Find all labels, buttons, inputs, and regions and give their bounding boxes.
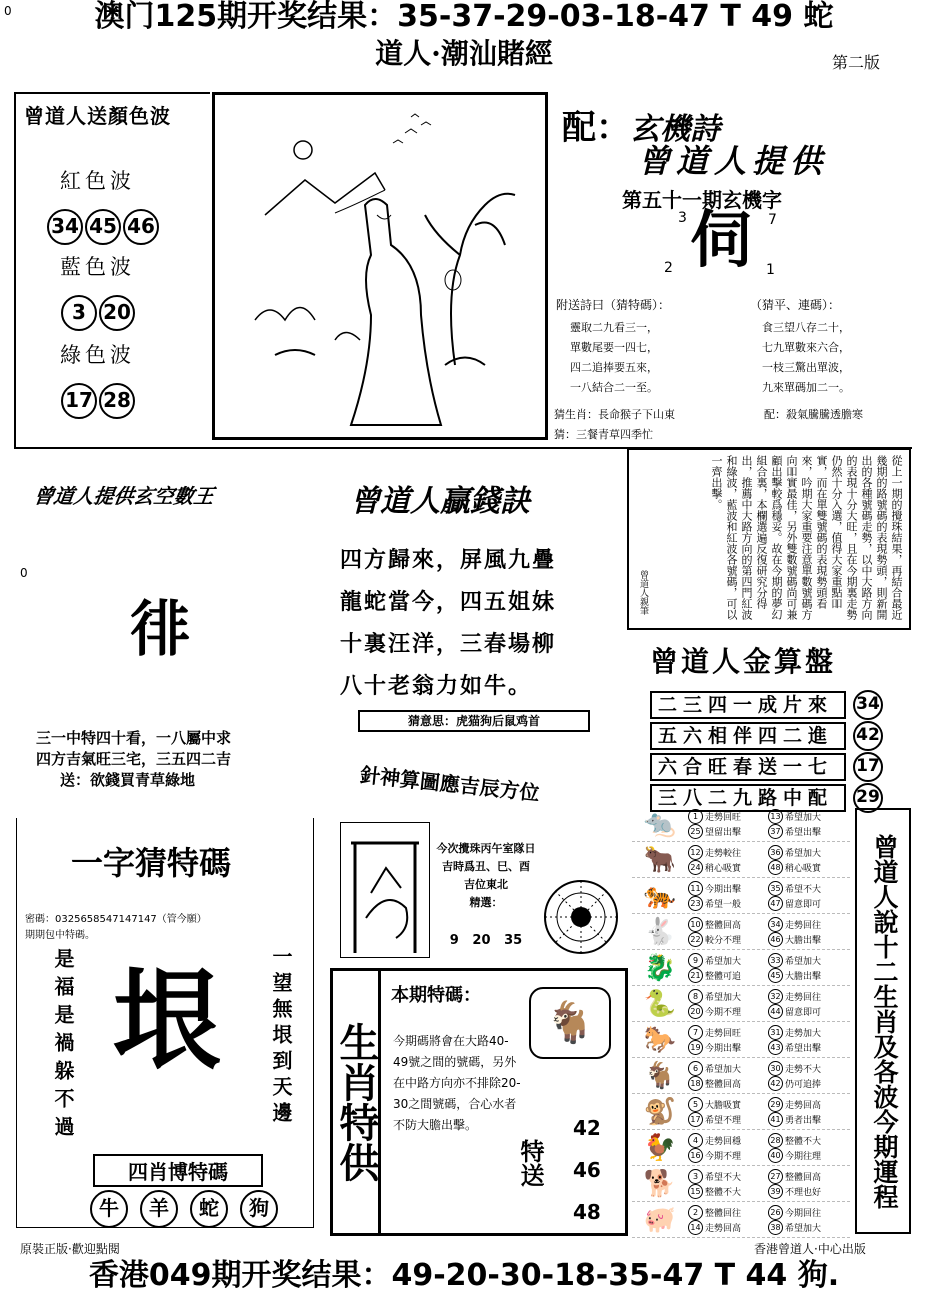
right-poem <box>762 318 850 398</box>
zodiac-row <box>632 1094 850 1130</box>
guess-box <box>16 818 314 1228</box>
zodiac-number: 7 <box>688 1025 703 1040</box>
zodiac-row <box>632 1022 850 1058</box>
guess-zodiac: 猜生肖：長命猴子下山東 <box>554 408 675 421</box>
corner-number: 2 <box>664 260 673 276</box>
fortune-line: 吉位東北 <box>464 878 508 891</box>
calc-text: 六合旺春送一七 <box>650 753 846 781</box>
zodiac-animal-icon: 🐓 <box>643 1132 677 1163</box>
guess-left-column: 是福是禍躲不過 <box>51 948 75 1144</box>
zodiac-number: 1 <box>688 809 703 824</box>
zodiac-fortune-text: 整體回高 <box>785 1172 822 1183</box>
zodiac-number: 22 <box>688 932 703 947</box>
zodiac-fortune-text: 走勢回旺 <box>705 1028 742 1039</box>
zodiac-row <box>632 1166 850 1202</box>
calc-text: 二三四一成片來 <box>650 691 846 719</box>
zodiac-cell <box>768 1097 848 1127</box>
zodiac-row <box>632 878 850 914</box>
zodiac-cell <box>768 1133 848 1163</box>
win-poem <box>340 540 556 708</box>
zodiac-cell <box>768 1061 848 1091</box>
red-ball: 45 <box>85 209 121 245</box>
compass-chart <box>542 878 620 956</box>
zodiac-fortune-text: 走勢回往 <box>785 920 822 931</box>
win-line: 龍蛇當今，四五姐妹 <box>340 590 557 615</box>
special-side-title: 生肖特供 <box>333 971 381 1233</box>
poem-box <box>552 92 912 442</box>
zodiac-cell <box>688 1097 768 1127</box>
zodiac-fortune-text: 走勢加大 <box>785 1028 822 1039</box>
zodiac-fortune-text: 留意即可 <box>785 899 822 910</box>
special-box <box>330 968 628 1236</box>
calc-num: 17 <box>853 752 883 782</box>
poem-line: 靈取二九看三一， <box>570 321 658 334</box>
zodiac-side-title: 曾道人說十二生肖及各波今期運程 <box>855 808 911 1234</box>
zodiac-fortune-text: 留意即可 <box>785 1007 822 1018</box>
zodiac-number: 20 <box>688 1004 703 1019</box>
blue-ball: 20 <box>99 295 135 331</box>
issue-char-title: 第五十一期玄機字 <box>622 188 782 212</box>
king-line: 三一中特四十看，一八屬中求 <box>36 729 232 747</box>
zodiac-animal-icon: 🐀 <box>643 808 677 839</box>
zodiac-cell <box>688 989 768 1019</box>
zodiac-number: 8 <box>688 989 703 1004</box>
zodiac-cell <box>768 917 848 947</box>
zodiac-fortune-text: 希望加大 <box>705 992 742 1003</box>
zodiac-number: 16 <box>688 1148 703 1163</box>
zodiac-number: 13 <box>768 809 783 824</box>
zodiac-number: 36 <box>768 845 783 860</box>
corner-number: 7 <box>768 212 777 228</box>
red-ball: 34 <box>47 209 83 245</box>
zodiac-cell <box>768 1025 848 1055</box>
calc-num: 34 <box>853 690 883 720</box>
zodiac-fortune-text: 今期不理 <box>705 1151 742 1162</box>
special-text: 今期碼將會在大路40-49號之間的號碼，另外在中路方向亦不排除20-30之間號碼，合心水者不防大膽出擊。 <box>393 1034 521 1132</box>
fortune-picks: 9 20 35 <box>449 933 523 948</box>
win-line: 十裏汪洋，三春場柳 <box>340 632 557 657</box>
special-numbers <box>573 1107 601 1233</box>
king-line: 四方吉氣旺三宅，三五四二吉 <box>36 750 232 768</box>
zodiac-fortune-text: 希望加大 <box>785 848 822 859</box>
zodiac-number: 43 <box>768 1040 783 1055</box>
poem-line: 單數尾要一四七， <box>570 341 658 354</box>
zodiac-fortune-text: 整體回高 <box>705 920 742 931</box>
king-box <box>14 452 326 812</box>
zodiac-animal-icon: 🐇 <box>643 916 677 947</box>
king-line: 送：欲錢買青草綠地 <box>60 771 196 789</box>
calc-num: 42 <box>853 721 883 751</box>
zodiac-number: 2 <box>688 1205 703 1220</box>
zodiac-cell <box>688 1133 768 1163</box>
zodiac-row <box>632 986 850 1022</box>
zodiac-number: 14 <box>688 1220 703 1235</box>
fortune-lines <box>426 840 546 950</box>
page-marker: 0 <box>20 566 28 580</box>
zodiac-fortune-text: 今期出擊 <box>705 1043 742 1054</box>
guess-right-column: 一望無垠到天邊 <box>269 946 293 1128</box>
zodiac-cell <box>688 845 768 875</box>
special-number: 46 <box>573 1158 601 1182</box>
zodiac-table <box>632 806 850 1240</box>
wave-box-title: 曾道人送顏色波 <box>24 104 171 128</box>
zodiac-fortune-text: 不理也好 <box>785 1187 822 1198</box>
zodiac-fortune-text: 走勢回旺 <box>705 812 742 823</box>
poem-line: 九來單碼加二一。 <box>762 381 850 394</box>
zodiac-number: 27 <box>768 1169 783 1184</box>
zodiac-row <box>632 1130 850 1166</box>
zodiac-fortune-text: 大膽出擊 <box>785 971 822 982</box>
zodiac-number: 30 <box>768 1061 783 1076</box>
zodiac-row <box>632 950 850 986</box>
poem-line: 食三望八存二十， <box>762 321 850 334</box>
zodiac-number: 48 <box>768 860 783 875</box>
zodiac-fortune-text: 整體不大 <box>785 1136 822 1147</box>
blue-wave-numbers <box>60 295 210 331</box>
zodiac-animal-icon: 🐂 <box>643 844 677 875</box>
calc-text: 五六相伴四二進 <box>650 722 846 750</box>
zodiac-fortune-text: 希望加大 <box>785 956 822 967</box>
macau-result-headline: 澳门125期开奖结果：35-37-29-03-18-47 T 49 蛇 <box>94 0 834 34</box>
zodiac-fortune-text: 希望一般 <box>705 899 742 910</box>
zodiac-cell <box>688 809 768 839</box>
zodiac-cell <box>768 1169 848 1199</box>
zodiac-animal-icon: 🐅 <box>643 880 677 911</box>
win-line: 八十老翁力如牛。 <box>340 674 533 699</box>
issue-big-char: 伺 <box>690 203 753 276</box>
zodiac-number: 5 <box>688 1097 703 1112</box>
blue-ball: 3 <box>61 295 97 331</box>
zodiac-dog: 狗 <box>240 1190 278 1228</box>
note-sign: 曾道人親筆 <box>638 570 648 615</box>
left-poem <box>570 318 658 398</box>
page-marker: 0 <box>4 4 12 18</box>
zodiac-ox: 牛 <box>90 1190 128 1228</box>
zodiac-fortune-text: 仍可追捧 <box>785 1079 822 1090</box>
zodiac-number: 40 <box>768 1148 783 1163</box>
red-wave-label: 紅色波 <box>60 169 135 193</box>
zodiac-number: 15 <box>688 1184 703 1199</box>
zodiac-goat: 羊 <box>140 1190 178 1228</box>
zodiac-number: 9 <box>688 953 703 968</box>
zodiac-fortune-text: 稍心吸實 <box>705 863 742 874</box>
match-label: 配：玄機詩 <box>562 108 720 148</box>
zodiac-cell <box>688 1169 768 1199</box>
fortune-line: 精選： <box>469 896 503 909</box>
poem-label: 玄機詩 <box>630 112 720 147</box>
zodiac-fortune-text: 走勢不大 <box>785 1064 822 1075</box>
king-title: 曾道人提供玄空數王 <box>32 484 216 508</box>
footer-right-note: 香港曾道人·中心出版 <box>754 1242 866 1256</box>
win-title: 曾道人贏錢訣 <box>350 484 530 519</box>
win-line: 四方歸來，屏風九疊 <box>340 548 557 573</box>
zodiac-fortune-text: 走勢回高 <box>785 1100 822 1111</box>
note-box <box>627 448 911 630</box>
zodiac-fortune-text: 希望出擊 <box>785 827 822 838</box>
zodiac-number: 45 <box>768 968 783 983</box>
poem-line: 一八結合二一至。 <box>570 381 658 394</box>
zodiac-cell <box>768 881 848 911</box>
corner-number: 1 <box>766 262 775 278</box>
guess-title: 一字猜特碼 <box>71 844 232 882</box>
four-zodiac-title: 四肖博特碼 <box>93 1154 263 1187</box>
zodiac-row <box>632 1058 850 1094</box>
hk-result-headline: 香港049期开奖结果：49-20-30-18-35-47 T 44 狗. <box>88 1258 840 1293</box>
red-ball: 46 <box>123 209 159 245</box>
zodiac-number: 44 <box>768 1004 783 1019</box>
zodiac-fortune-text: 今期回往 <box>785 1208 822 1219</box>
zodiac-snake: 蛇 <box>190 1190 228 1228</box>
zodiac-animal-icon: 🐒 <box>643 1096 677 1127</box>
left-poem-head: 附送詩曰（猜特碼）： <box>556 298 671 312</box>
zodiac-number: 10 <box>688 917 703 932</box>
zodiac-row <box>632 806 850 842</box>
zodiac-number: 12 <box>688 845 703 860</box>
guess-note: 猜：三餐青草四季忙 <box>554 428 653 441</box>
calc-row <box>650 721 884 751</box>
sage-illustration <box>212 92 548 440</box>
zodiac-fortune-text: 整體不大 <box>705 1187 742 1198</box>
zodiac-fortune-text: 走勢回高 <box>705 1223 742 1234</box>
calc-row <box>650 690 884 720</box>
green-ball: 17 <box>61 383 97 419</box>
calc-row <box>650 752 884 782</box>
king-glyph: 徘 <box>130 595 190 665</box>
calc-box <box>650 640 912 809</box>
zodiac-fortune-text: 整體可追 <box>705 971 742 982</box>
zodiac-fortune-text: 較分不理 <box>705 935 742 946</box>
poem-line: 七九單數來六合， <box>762 341 850 354</box>
zodiac-fortune-text: 走勢較往 <box>705 848 742 859</box>
zodiac-number: 34 <box>768 917 783 932</box>
zodiac-fortune-text: 希望不大 <box>785 884 822 895</box>
zodiac-cell <box>688 881 768 911</box>
zodiac-row <box>632 1202 850 1238</box>
special-send-label: 特送 <box>516 1139 544 1187</box>
calc-title: 曾道人金算盤 <box>650 645 837 678</box>
zodiac-fortune-text: 整體回往 <box>705 1208 742 1219</box>
zodiac-number: 4 <box>688 1133 703 1148</box>
zodiac-fortune-text: 希望不大 <box>705 1172 742 1183</box>
zodiac-animal-icon: 🐕 <box>643 1168 677 1199</box>
green-ball: 28 <box>99 383 135 419</box>
zodiac-fortune-text: 稍心吸實 <box>785 863 822 874</box>
red-wave-numbers <box>46 209 210 245</box>
zodiac-number: 28 <box>768 1133 783 1148</box>
zodiac-number: 46 <box>768 932 783 947</box>
zodiac-fortune-text: 希望加大 <box>705 956 742 967</box>
corner-number: 3 <box>678 210 687 226</box>
zodiac-fortune-text: 望留出擊 <box>705 827 742 838</box>
king-poem <box>36 728 231 791</box>
win-box <box>330 452 620 752</box>
zodiac-number: 29 <box>768 1097 783 1112</box>
zodiac-fortune-text: 大膽出擊 <box>785 935 822 946</box>
zodiac-number: 42 <box>768 1076 783 1091</box>
zodiac-number: 47 <box>768 896 783 911</box>
edition-label: 第二版 <box>832 53 881 72</box>
zodiac-animal-icon: 🐍 <box>643 988 677 1019</box>
guess-code-line: 密碼：0325658547147147（管今願） <box>25 914 207 925</box>
zodiac-number: 23 <box>688 896 703 911</box>
zodiac-number: 41 <box>768 1112 783 1127</box>
zodiac-fortune-text: 整體回高 <box>705 1079 742 1090</box>
calc-text: 三八二九路中配 <box>650 784 846 812</box>
warrior-figure <box>340 822 430 958</box>
zodiac-animal-icon: 🐎 <box>643 1024 677 1055</box>
zodiac-fortune-text: 希望出擊 <box>785 1043 822 1054</box>
zodiac-cell <box>688 1025 768 1055</box>
green-wave-numbers <box>60 383 210 419</box>
footer-left-note: 原裝正版·歡迎點閱 <box>20 1242 120 1256</box>
zodiac-cell <box>768 953 848 983</box>
zodiac-animal-icon: 🐖 <box>643 1204 677 1235</box>
zodiac-number: 24 <box>688 860 703 875</box>
zodiac-cell <box>688 1061 768 1091</box>
guess-sub-line: 期期包中特碼。 <box>25 930 95 941</box>
zodiac-fortune-text: 希望加大 <box>705 1064 742 1075</box>
zodiac-number: 3 <box>688 1169 703 1184</box>
guess-big-char: 垠 <box>113 958 222 1084</box>
zodiac-number: 25 <box>688 824 703 839</box>
calc-num: 29 <box>853 783 883 813</box>
zodiac-fortune-text: 大膽吸實 <box>705 1100 742 1111</box>
zodiac-number: 32 <box>768 989 783 1004</box>
special-head: 本期特碼： <box>391 985 481 1006</box>
zodiac-row <box>632 914 850 950</box>
provider-label: 曾道人提供 <box>638 142 829 180</box>
green-wave-label: 綠色波 <box>60 343 135 367</box>
zodiac-fortune-text: 走勢回穩 <box>705 1136 742 1147</box>
zodiac-fortune-text: 希望加大 <box>785 812 822 823</box>
zodiac-cell <box>768 845 848 875</box>
wave-box <box>14 92 210 447</box>
zodiac-cell <box>768 1205 848 1235</box>
zodiac-number: 33 <box>768 953 783 968</box>
fortune-line: 吉時爲丑、巳、酉 <box>442 860 530 873</box>
fortune-line: 今次攪珠丙午室隊日 <box>436 842 536 855</box>
zodiac-number: 6 <box>688 1061 703 1076</box>
zodiac-number: 38 <box>768 1220 783 1235</box>
zodiac-fortune-text: 今期不理 <box>705 1007 742 1018</box>
zodiac-animal-icon: 🐐 <box>643 1060 677 1091</box>
poem-line: 四二追捧要五來， <box>570 361 658 374</box>
zodiac-fortune-text: 今期往理 <box>785 1151 822 1162</box>
match-note: 配：殺氣騰騰透膽寒 <box>764 408 863 421</box>
special-number: 42 <box>573 1116 601 1140</box>
four-zodiac-list <box>89 1190 279 1228</box>
zodiac-number: 26 <box>768 1205 783 1220</box>
zodiac-number: 19 <box>688 1040 703 1055</box>
win-guess-note: 猜意思：虎猫狗后鼠鸡首 <box>358 710 590 732</box>
zodiac-cell <box>768 809 848 839</box>
fortune-title: 針神算圖應吉辰方位 <box>359 762 541 806</box>
fortune-box <box>330 760 625 965</box>
zodiac-number: 11 <box>688 881 703 896</box>
poem-line: 一枝三驚出單波， <box>762 361 850 374</box>
right-poem-head: （猜平、連碼）： <box>750 298 841 312</box>
note-text: 從上一期的攪珠結果，再結合最近幾期的路號碼的表現勢頭，則新開出的各種號碼走勢，以中大路方向的表現十分大旺，且在今期裏走勢仍然十分入選，值得大家重點吅實，而在單雙號碼的表現勢頭看來，吟期大家重要注意單數號碼方向吅實最佳，另外雙數號碼尚可兼顧出擊較爲穩妥。故在今期的夢幻組合裏，本欄選遍反復研究分得出，推薦中大路方向的第四門紅波和綠波，藍波和紅波各號碼，可以一齊出擊。 <box>710 455 903 620</box>
goat-icon: 🐐 <box>529 987 611 1059</box>
zodiac-fortune-text: 今期出擊 <box>705 884 742 895</box>
zodiac-fortune-text: 希望不理 <box>705 1115 742 1126</box>
zodiac-cell <box>688 1205 768 1235</box>
zodiac-number: 37 <box>768 824 783 839</box>
zodiac-number: 39 <box>768 1184 783 1199</box>
zodiac-cell <box>768 989 848 1019</box>
zodiac-row <box>632 842 850 878</box>
zodiac-number: 17 <box>688 1112 703 1127</box>
zodiac-cell <box>688 917 768 947</box>
zodiac-fortune-text: 走勢回往 <box>785 992 822 1003</box>
zodiac-cell <box>688 953 768 983</box>
page-title: 道人·潮汕賭經 <box>375 37 553 70</box>
zodiac-number: 31 <box>768 1025 783 1040</box>
special-number: 48 <box>573 1200 601 1224</box>
blue-wave-label: 藍色波 <box>60 255 135 279</box>
zodiac-fortune-text: 希望加大 <box>785 1223 822 1234</box>
zodiac-number: 18 <box>688 1076 703 1091</box>
zodiac-fortune-text: 勇者出擊 <box>785 1115 822 1126</box>
zodiac-number: 35 <box>768 881 783 896</box>
zodiac-number: 21 <box>688 968 703 983</box>
zodiac-animal-icon: 🐉 <box>643 952 677 983</box>
